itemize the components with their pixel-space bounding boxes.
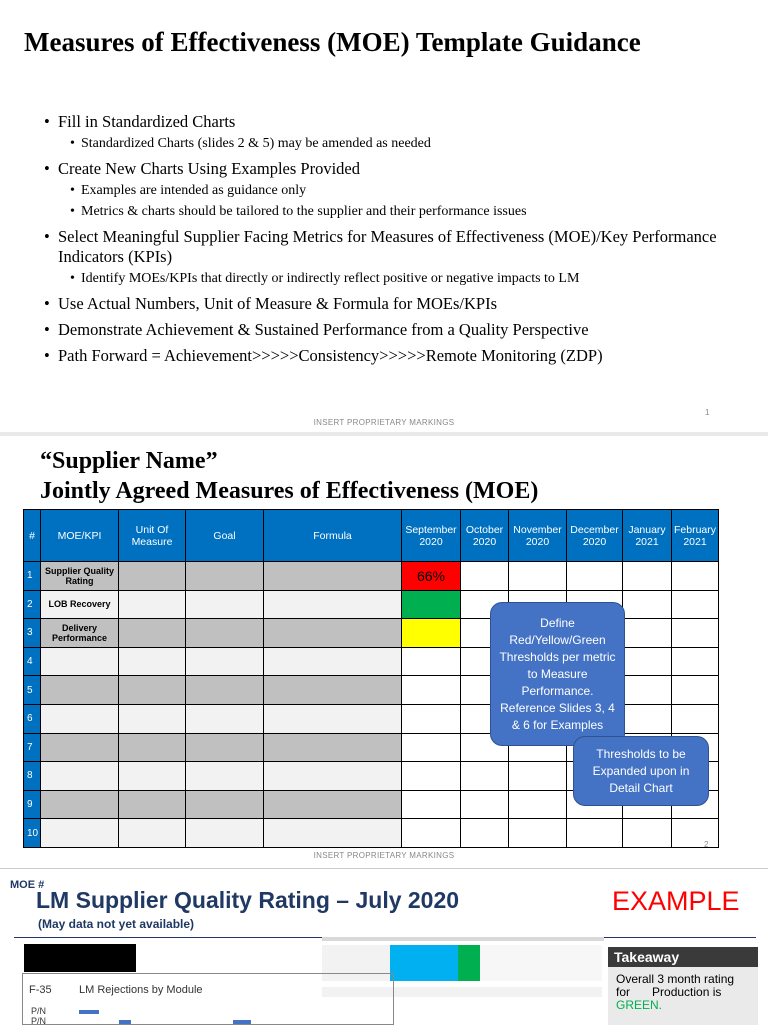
- cell: [461, 762, 509, 791]
- takeaway-production: Production is: [652, 985, 722, 999]
- row-number: 2: [24, 590, 41, 619]
- cell: [461, 562, 509, 591]
- cell: [672, 562, 719, 591]
- proprietary-marking: INSERT PROPRIETARY MARKINGS: [313, 851, 455, 860]
- cell: [672, 619, 719, 648]
- status-cell-red: 66%: [402, 562, 461, 591]
- cell: [264, 704, 402, 733]
- cell: [186, 733, 264, 762]
- cell: [672, 590, 719, 619]
- page-number: 1: [705, 408, 710, 417]
- cell: [672, 819, 719, 848]
- slide-2: [0, 436, 768, 866]
- cell: [41, 676, 119, 705]
- slide-1: [0, 0, 768, 432]
- proprietary-marking: INSERT PROPRIETARY MARKINGS: [313, 418, 455, 427]
- chart-title: LM Rejections by Module: [79, 984, 203, 996]
- cell: [186, 819, 264, 848]
- cell: [41, 762, 119, 791]
- cell: [402, 790, 461, 819]
- takeaway-body: [608, 967, 758, 1025]
- cell: [264, 733, 402, 762]
- threshold-callout: Define Red/Yellow/Green Thresholds per metric to Measure Performance. Reference Slides 3, 4 & 6 for Examples: [490, 602, 625, 746]
- cell: [119, 590, 186, 619]
- moe-number-label: MOE #: [10, 879, 45, 891]
- status-cell-green: [402, 590, 461, 619]
- header-cell: January 2021: [623, 510, 672, 562]
- cell: [623, 562, 672, 591]
- cell: [186, 676, 264, 705]
- header-cell: December 2020: [567, 510, 623, 562]
- row-number: 7: [24, 733, 41, 762]
- chart-bar: [119, 1020, 131, 1024]
- header-cell: Goal: [186, 510, 264, 562]
- sub-bullet-3-1: • Identify MOEs/KPIs that directly or indirectly reflect positive or negative impacts to LM: [70, 269, 754, 288]
- cell: [186, 562, 264, 591]
- cell: [264, 562, 402, 591]
- bullet-6: • Path Forward = Achievement>>>>>Consistency>>>>>Remote Monitoring (ZDP): [44, 346, 754, 366]
- cell: [461, 819, 509, 848]
- cell: [402, 762, 461, 791]
- row-number: 10: [24, 819, 41, 848]
- cell: [402, 647, 461, 676]
- header-cell: February 2021: [672, 510, 719, 562]
- slide-2-title: [40, 446, 538, 506]
- cell: [186, 762, 264, 791]
- header-cell: MOE/KPI: [41, 510, 119, 562]
- cell: [186, 790, 264, 819]
- redaction-bar: [24, 944, 136, 972]
- status-cell-yellow: [402, 619, 461, 648]
- slide-3-title: LM Supplier Quality Rating – July 2020: [36, 887, 460, 913]
- cell: [672, 676, 719, 705]
- cell: [402, 704, 461, 733]
- cell: [41, 790, 119, 819]
- cell: [119, 676, 186, 705]
- cell: [41, 704, 119, 733]
- table-header-row: [24, 510, 719, 562]
- takeaway-status: GREEN.: [616, 998, 663, 1012]
- cell: [264, 790, 402, 819]
- cell: [623, 819, 672, 848]
- header-cell: November 2020: [509, 510, 567, 562]
- cell: [186, 619, 264, 648]
- pn-label: P/N: [31, 1016, 47, 1026]
- row-number: 5: [24, 676, 41, 705]
- cell: [264, 676, 402, 705]
- cell: [119, 562, 186, 591]
- slide-1-title: Measures of Effectiveness (MOE) Template Guidance: [24, 27, 641, 57]
- cell: [264, 647, 402, 676]
- chart-bar: [79, 1010, 99, 1014]
- cell: [402, 676, 461, 705]
- cell: [41, 647, 119, 676]
- sub-bullet-2-2: • Metrics & charts should be tailored to the supplier and their performance issues: [70, 202, 754, 221]
- cell: [623, 590, 672, 619]
- cell: [119, 619, 186, 648]
- program-label: F-35: [29, 984, 52, 996]
- cell: [567, 819, 623, 848]
- moe-name: LOB Recovery: [41, 590, 119, 619]
- header-cell: Unit Of Measure: [119, 510, 186, 562]
- cell: [623, 704, 672, 733]
- cell: [509, 562, 567, 591]
- cell: [623, 676, 672, 705]
- header-cell: Formula: [264, 510, 402, 562]
- bullet-5: • Demonstrate Achievement & Sustained Performance from a Quality Perspective: [44, 320, 754, 340]
- cell: [672, 647, 719, 676]
- cell: [623, 619, 672, 648]
- moe-name: Delivery Performance: [41, 619, 119, 648]
- row-number: 3: [24, 619, 41, 648]
- sub-bullet-1-1: • Standardized Charts (slides 2 & 5) may be amended as needed: [70, 134, 754, 153]
- row-number: 1: [24, 562, 41, 591]
- takeaway-line: Overall 3 month rating: [616, 972, 735, 986]
- cell: [186, 704, 264, 733]
- table-row: [24, 562, 719, 591]
- cell: [119, 733, 186, 762]
- slide-3-subtitle: (May data not yet available): [38, 917, 195, 931]
- cell: [509, 819, 567, 848]
- cell: [509, 790, 567, 819]
- cell: [567, 562, 623, 591]
- bullet-1: • Fill in Standardized Charts: [44, 112, 754, 132]
- supplier-name-heading: “Supplier Name”: [40, 448, 218, 474]
- cell: [461, 790, 509, 819]
- row-number: 6: [24, 704, 41, 733]
- cell: [41, 819, 119, 848]
- detail-chart-callout: Thresholds to be Expanded upon in Detail Chart: [573, 736, 709, 806]
- cell: [186, 647, 264, 676]
- cell: [119, 704, 186, 733]
- page-number: 2: [704, 840, 709, 849]
- cell: [402, 819, 461, 848]
- bullet-2: • Create New Charts Using Examples Provided: [44, 159, 754, 179]
- row-number: 8: [24, 762, 41, 791]
- header-cell: September 2020: [402, 510, 461, 562]
- slide-3: [0, 868, 768, 1024]
- cell: [264, 619, 402, 648]
- cell: [264, 819, 402, 848]
- table-row: [24, 819, 719, 848]
- cell: [186, 590, 264, 619]
- cell: [119, 790, 186, 819]
- row-number: 9: [24, 790, 41, 819]
- header-cell: October 2020: [461, 510, 509, 562]
- moe-name: Supplier Quality Rating: [41, 562, 119, 591]
- cell: [264, 590, 402, 619]
- cell: [41, 733, 119, 762]
- cell: [264, 762, 402, 791]
- bullet-4: • Use Actual Numbers, Unit of Measure & Formula for MOEs/KPIs: [44, 294, 754, 314]
- bullet-3: • Select Meaningful Supplier Facing Metrics for Measures of Effectiveness (MOE)/Key Performance Indicators (KPIs): [44, 227, 754, 267]
- moe-heading: Jointly Agreed Measures of Effectiveness (MOE): [40, 478, 539, 504]
- cell: [623, 647, 672, 676]
- sub-bullet-2-1: • Examples are intended as guidance only: [70, 181, 754, 200]
- takeaway-for: for: [616, 985, 631, 999]
- cell: [672, 704, 719, 733]
- example-label: EXAMPLE: [612, 886, 740, 916]
- bullet-list: [44, 106, 754, 366]
- cell: [509, 762, 567, 791]
- cell: [119, 762, 186, 791]
- takeaway-heading: Takeaway: [608, 947, 758, 967]
- pn-label: P/N: [31, 1006, 47, 1016]
- chart-bar: [233, 1020, 251, 1024]
- rejections-chart: [22, 973, 394, 1025]
- cell: [119, 647, 186, 676]
- header-cell: #: [24, 510, 41, 562]
- row-number: 4: [24, 647, 41, 676]
- cell: [119, 819, 186, 848]
- cell: [402, 733, 461, 762]
